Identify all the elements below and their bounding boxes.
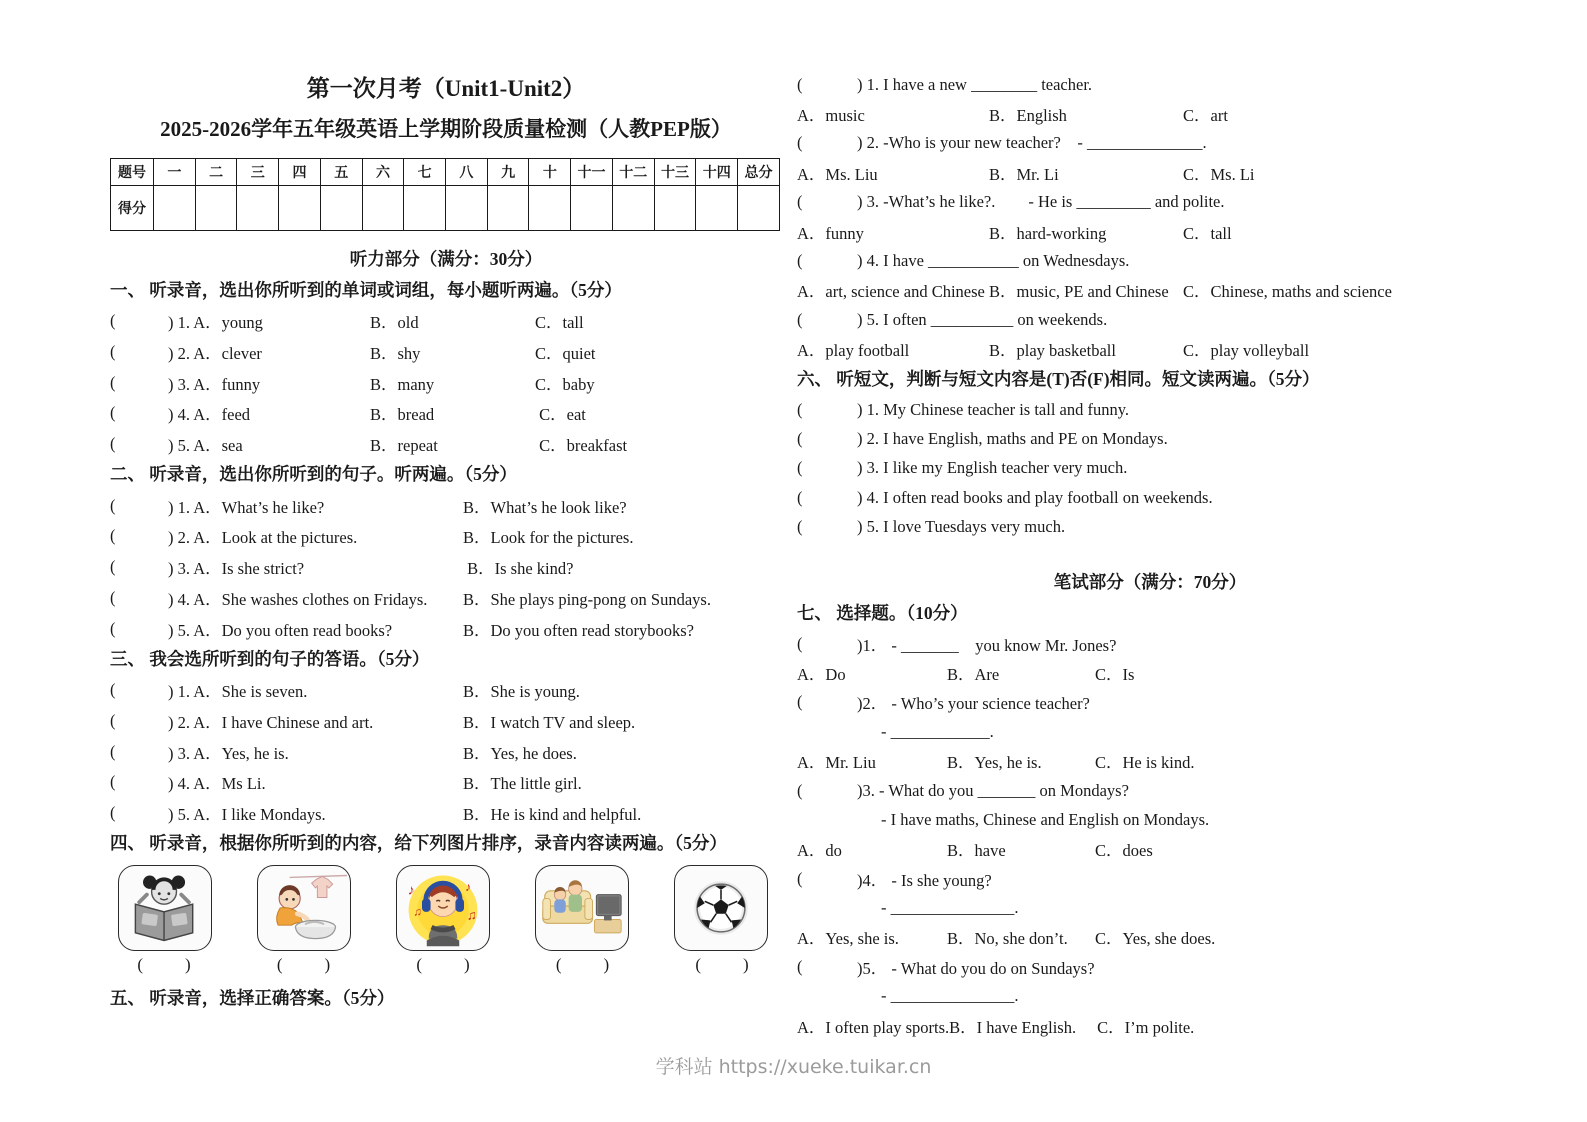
score-empty-cell: [487, 186, 529, 231]
paren-open: (: [137, 955, 143, 975]
answer-paren: (: [110, 495, 116, 515]
answer-paren: (: [110, 342, 116, 362]
score-empty-cell: [654, 186, 696, 231]
question-row: [797, 952, 1503, 981]
section-5-heading: 五、 听录音，选择正确答案。（5分）: [110, 988, 395, 1009]
score-table-cell: 十: [529, 159, 571, 186]
answer-paren: (: [110, 311, 116, 331]
answer-paren: (: [797, 428, 803, 448]
tf-row: [797, 395, 1503, 424]
option-b: B．What’s he look like?: [463, 497, 627, 517]
question-row: [110, 398, 782, 429]
answer-blank-row: [797, 982, 1503, 1011]
score-empty-cell: [571, 186, 613, 231]
option-a: A．play football: [797, 341, 910, 361]
score-table-cell: 总分: [738, 159, 780, 186]
answer-paren: (: [110, 680, 116, 700]
score-empty-cell: [612, 186, 654, 231]
tf-row: [797, 512, 1503, 541]
section-3-heading: 三、 我会选所听到的句子的答语。（5分）: [110, 648, 430, 669]
question-row: [797, 776, 1503, 805]
answer-paren: (: [110, 526, 116, 546]
score-table-header-row: [111, 159, 780, 186]
option-b: B．She plays ping-pong on Sundays.: [463, 589, 711, 609]
statement-text: ) 3. I like my English teacher very much.: [857, 458, 1128, 478]
paren-open: (: [695, 955, 701, 975]
question-row: [797, 70, 1503, 99]
svg-text:♪: ♪: [464, 880, 472, 895]
option-b: B．Yes, he does.: [463, 743, 577, 763]
question-text: ) 5. I often __________ on weekends.: [857, 309, 1108, 329]
question-row: [110, 552, 782, 583]
option-b: B．play basketball: [989, 341, 1116, 361]
score-table-cell: 十二: [612, 159, 654, 186]
answer-text: - I have maths, Chinese and English on Mondays.: [881, 809, 1210, 829]
picture-girl-reading-book: [118, 865, 212, 951]
tf-row: [797, 424, 1503, 453]
written-part-heading: 笔试部分（满分：70分）: [1053, 571, 1247, 592]
option-c: C．art: [1183, 106, 1228, 126]
options-row: [797, 1011, 1503, 1040]
score-empty-cell: [154, 186, 196, 231]
question-text: ) 4. I have ___________ on Wednesdays.: [857, 251, 1130, 271]
option-b: B．Are: [947, 664, 1000, 684]
left-column: [110, 70, 782, 1014]
answer-paren: (: [797, 309, 803, 329]
option-b: B．old: [370, 313, 419, 333]
option-a: A．Do: [797, 664, 846, 684]
options-row: [797, 923, 1503, 952]
score-table-cell: 四: [279, 159, 321, 186]
option-b: B．music, PE and Chinese: [989, 282, 1169, 302]
question-row: [110, 367, 782, 398]
question-text: ) 2. -Who is your new teacher? - ______________.: [857, 133, 1207, 153]
paren-open: (: [416, 955, 422, 975]
score-table-cell: 十三: [654, 159, 696, 186]
paren-close: ): [743, 955, 749, 975]
answer-paren: (: [110, 403, 116, 423]
score-empty-cell: [320, 186, 362, 231]
score-table-score-row: [111, 186, 780, 231]
answer-blank: - ____________.: [881, 721, 994, 741]
watching-tv-icon: [539, 869, 625, 947]
answer-paren: (: [110, 434, 116, 454]
answer-paren: (: [797, 133, 803, 153]
question-row: [110, 736, 782, 767]
option-c: C．breakfast: [535, 436, 628, 456]
option-b: B．Look for the pictures.: [463, 528, 634, 548]
picture-row: [118, 865, 768, 951]
option-b: B．Is she kind?: [463, 559, 574, 579]
option-b: B．English: [989, 106, 1067, 126]
option-a: ) 3. A．Is she strict?: [168, 559, 305, 579]
statement-text: ) 5. I love Tuesdays very much.: [857, 517, 1066, 537]
answer-paren: (: [797, 192, 803, 212]
answer-paren: (: [110, 618, 116, 638]
answer-blank: - _______________.: [881, 986, 1019, 1006]
score-empty-cell: [404, 186, 446, 231]
score-table-cell: 十四: [696, 159, 738, 186]
score-empty-cell: [195, 186, 237, 231]
option-c: C．Chinese, maths and science: [1183, 282, 1392, 302]
option-a: ) 4. A．feed: [168, 405, 251, 425]
answer-paren: (: [110, 772, 116, 792]
answer-paren: (: [797, 399, 803, 419]
score-empty-cell: [738, 186, 780, 231]
answer-paren: (: [110, 741, 116, 761]
option-a: ) 4. A．Ms Li.: [168, 774, 266, 794]
svg-text:♫: ♫: [466, 907, 477, 923]
tf-row: [797, 454, 1503, 483]
question-row: [797, 629, 1503, 658]
option-c: C．tall: [535, 313, 584, 333]
question-text: ) 1. I have a new ________ teacher.: [857, 74, 1093, 94]
watermark-site-url: 学科站 https://xueke.tuikar.cn: [655, 1056, 932, 1078]
paren-close: ): [603, 955, 610, 975]
options-row: [797, 335, 1503, 364]
exam-title: 第一次月考（Unit1-Unit2）: [306, 76, 586, 101]
picture-washing-clothes: [257, 865, 351, 951]
washing-clothes-icon: [261, 869, 347, 947]
option-b: B．No, she don’t.: [947, 929, 1068, 949]
paren-open: (: [276, 955, 283, 975]
option-c: C．tall: [1183, 223, 1232, 243]
score-empty-cell: [237, 186, 279, 231]
question-row: [797, 688, 1503, 717]
option-a: ) 1. A．She is seven.: [168, 682, 308, 702]
option-b: B．bread: [370, 405, 435, 425]
score-empty-cell: [696, 186, 738, 231]
option-a: A．art, science and Chinese: [797, 282, 985, 302]
picture-answer-parens: [118, 951, 768, 979]
options-row: [797, 835, 1503, 864]
option-a: ) 2. A．Look at the pictures.: [168, 528, 358, 548]
score-table-cell: 二: [195, 159, 237, 186]
score-table: [110, 158, 780, 231]
question-text: )3. - What do you _______ on Mondays?: [857, 780, 1129, 800]
picture-watching-tv: [535, 865, 629, 951]
answer-paren: (: [110, 802, 116, 822]
answer-paren: (: [797, 517, 803, 537]
option-b: B．repeat: [370, 436, 438, 456]
question-row: [797, 305, 1503, 334]
question-text: )1． - _______ you know Mr. Jones?: [857, 635, 1117, 655]
option-a: A．do: [797, 841, 842, 861]
answer-paren: (: [110, 587, 116, 607]
question-row: [110, 490, 782, 521]
option-a: ) 3. A．Yes, he is.: [168, 743, 289, 763]
paren-close: ): [464, 955, 470, 975]
score-empty-cell: [362, 186, 404, 231]
score-table-cell: 五: [320, 159, 362, 186]
option-a: ) 5. A．I like Mondays.: [168, 804, 326, 824]
paren-close: ): [324, 955, 331, 975]
section-1-heading: 一、 听录音，选出你所听到的单词或词组，每小题听两遍。（5分）: [110, 280, 622, 300]
section-2-heading: 二、 听录音，选出你所听到的句子。听两遍。（5分）: [110, 464, 517, 485]
options-row: [797, 217, 1503, 246]
option-b: B．I have English.: [949, 1017, 1077, 1037]
question-row: [110, 798, 782, 829]
question-row: [110, 429, 782, 460]
option-a: ) 5. A．sea: [168, 436, 243, 456]
exam-subtitle: 2025-2026学年五年级英语上学期阶段质量检测（人教PEP版）: [160, 117, 732, 141]
question-text: )4． - Is she young?: [857, 870, 992, 890]
option-b: B．hard-working: [989, 223, 1107, 243]
option-a: A．music: [797, 106, 865, 126]
option-b: B．shy: [370, 344, 421, 364]
option-b: B．Do you often read storybooks?: [463, 620, 694, 640]
section-4-heading: 四、 听录音，根据你所听到的内容，给下列图片排序，录音内容读两遍。（5分）: [110, 833, 727, 854]
section-6-heading: 六、 听短文，判断与短文内容是(T)否(F)相同。短文读两遍。（5分）: [797, 368, 1320, 389]
score-empty-cell: [446, 186, 488, 231]
question-row: [797, 864, 1503, 893]
score-table-cell: 题号: [111, 159, 154, 186]
option-a: A．Yes, she is.: [797, 929, 899, 949]
answer-paren: (: [110, 372, 116, 392]
answer-paren: (: [797, 487, 803, 507]
answer-paren: (: [797, 633, 803, 653]
option-b: B．He is kind and helpful.: [463, 804, 642, 824]
option-c: C．does: [1095, 841, 1153, 861]
score-table-cell: 三: [237, 159, 279, 186]
answer-paren-pair: [118, 955, 210, 975]
tf-row: [797, 483, 1503, 512]
answer-blank-row: [797, 717, 1503, 746]
score-table-cell: 六: [362, 159, 404, 186]
answer-paren: (: [110, 710, 116, 730]
score-table-cell: 七: [404, 159, 446, 186]
question-row: [110, 613, 782, 644]
option-a: ) 2. A．I have Chinese and art.: [168, 712, 374, 732]
question-row: [110, 767, 782, 798]
paren-open: (: [555, 955, 562, 975]
answer-paren: (: [797, 868, 803, 888]
answer-paren: (: [797, 692, 803, 712]
option-c: C．quiet: [535, 344, 596, 364]
options-row: [797, 158, 1503, 187]
option-c: C．eat: [535, 405, 586, 425]
options-row: [797, 99, 1503, 128]
option-a: A．Mr. Liu: [797, 753, 876, 773]
answer-paren: (: [797, 251, 803, 271]
picture-football: [674, 865, 768, 951]
answer-paren: (: [797, 956, 803, 976]
answer-paren: (: [797, 74, 803, 94]
answer-paren: (: [110, 557, 116, 577]
option-c: C．I’m polite.: [1097, 1017, 1195, 1037]
option-c: C．baby: [535, 374, 595, 394]
question-text: )5． - What do you do on Sundays?: [857, 958, 1095, 978]
question-row: [797, 188, 1503, 217]
option-b: B．The little girl.: [463, 774, 582, 794]
listening-part-heading: 听力部分（满分：30分）: [349, 249, 543, 269]
option-c: C．play volleyball: [1183, 341, 1310, 361]
question-row: [110, 706, 782, 737]
score-table-cell: 一: [154, 159, 196, 186]
answer-paren: (: [797, 780, 803, 800]
option-c: C．He is kind.: [1095, 753, 1195, 773]
option-a: A．funny: [797, 223, 864, 243]
answer-paren-pair: [676, 955, 768, 975]
question-row: [797, 129, 1503, 158]
svg-text:♪: ♪: [407, 882, 415, 899]
option-a: ) 1. A．young: [168, 313, 263, 333]
options-row: [797, 746, 1503, 775]
question-row: [110, 521, 782, 552]
question-row: [797, 246, 1503, 275]
option-a: A．Ms. Liu: [797, 164, 878, 184]
score-table-cell: 八: [446, 159, 488, 186]
svg-text:♫: ♫: [413, 906, 422, 919]
question-row: [110, 675, 782, 706]
score-row-label: 得分: [111, 186, 154, 231]
question-text: ) 3. -What’s he like?. - He is _________ and polite.: [857, 192, 1225, 212]
option-b: B．Yes, he is.: [947, 753, 1042, 773]
question-row: [110, 337, 782, 368]
answer-paren-pair: [397, 955, 489, 975]
question-row: [110, 583, 782, 614]
statement-text: ) 1. My Chinese teacher is tall and funny.: [857, 399, 1130, 419]
section-7-heading: 七、 选择题。（10分）: [797, 602, 968, 623]
option-b: B．have: [947, 841, 1006, 861]
option-c: C．Ms. Li: [1183, 164, 1255, 184]
score-table-cell: 十一: [571, 159, 613, 186]
answer-blank-row: [797, 893, 1503, 922]
answer-paren-pair: [537, 955, 629, 975]
score-empty-cell: [529, 186, 571, 231]
listening-to-music-icon: [400, 869, 486, 947]
statement-text: ) 2. I have English, maths and PE on Mondays.: [857, 428, 1168, 448]
option-b: B．Mr. Li: [989, 164, 1059, 184]
score-empty-cell: [279, 186, 321, 231]
football-icon: [678, 869, 764, 947]
answer-blank-row: [797, 805, 1503, 834]
answer-blank: - _______________.: [881, 898, 1019, 918]
girl-reading-book-icon: [122, 869, 208, 947]
option-c: C．Yes, she does.: [1095, 929, 1216, 949]
options-row: [797, 658, 1503, 687]
option-c: C．Is: [1095, 664, 1135, 684]
option-a: ) 5. A．Do you often read books?: [168, 620, 393, 640]
question-row: [110, 306, 782, 337]
options-row: [797, 276, 1503, 305]
option-a: A．I often play sports.: [797, 1017, 950, 1037]
option-b: B．many: [370, 374, 435, 394]
option-a: ) 3. A．funny: [168, 374, 261, 394]
question-text: )2． - Who’s your science teacher?: [857, 694, 1090, 714]
option-b: B．I watch TV and sleep.: [463, 712, 636, 732]
option-a: ) 4. A．She washes clothes on Fridays.: [168, 589, 428, 609]
option-a: ) 2. A．clever: [168, 344, 262, 364]
statement-text: ) 4. I often read books and play football on weekends.: [857, 487, 1213, 507]
score-table-cell: 九: [487, 159, 529, 186]
answer-paren: (: [797, 458, 803, 478]
option-a: ) 1. A．What’s he like?: [168, 497, 325, 517]
option-b: B．She is young.: [463, 682, 580, 702]
picture-listening-to-music: [396, 865, 490, 951]
paren-close: ): [185, 955, 191, 975]
answer-paren-pair: [258, 955, 350, 975]
right-column: [797, 70, 1503, 1040]
